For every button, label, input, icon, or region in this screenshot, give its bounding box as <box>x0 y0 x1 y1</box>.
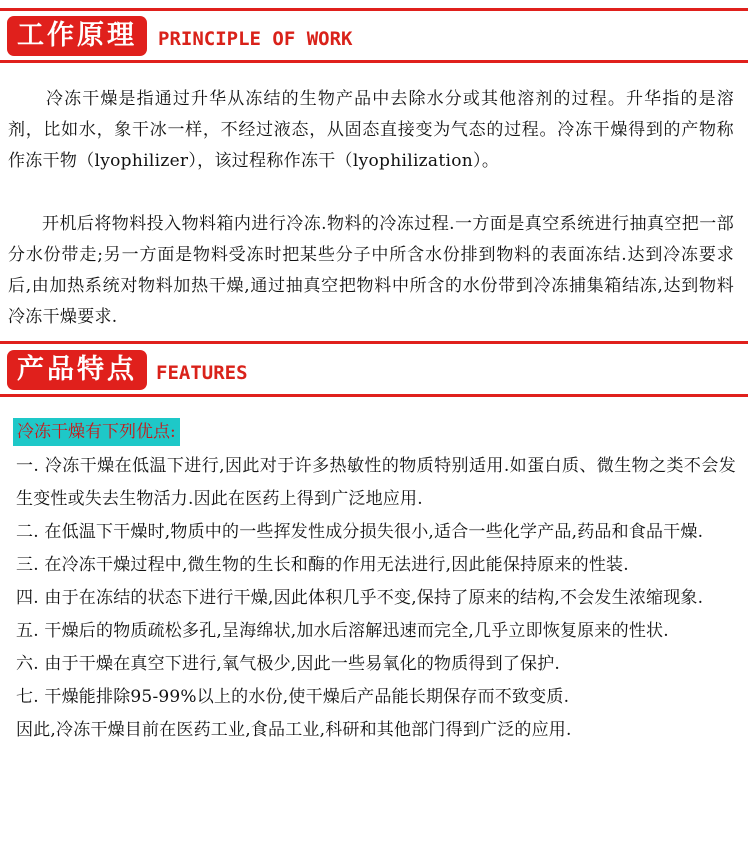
principle-paragraph-2: 开机后将物料投入物料箱内进行冷冻.物料的冷冻过程.一方面是真空系统进行抽真空把一部分水份带走;另一方面是物料受冻时把某些分子中所含水份排到物料的表面冻结.达到冷冻要求后,由加热系统对物料加热干燥,通过抽真空把物料中所含的水份带到冷冻捕集箱结冻,达到物料冷冻干燥要求. <box>8 214 734 327</box>
principle-paragraph-1: 冷冻干燥是指通过升华从冻结的生物产品中去除水分或其他溶剂的过程。升华指的是溶剂，比如水，象干冰一样，不经过液态，从固态直接变为气态的过程。冷冻干燥得到的产物称作冻干物（lyophilizer），该过程称作冻干（lyophilization）。 <box>8 89 734 171</box>
features-badge: 产品特点 <box>7 350 147 390</box>
features-divider <box>0 394 748 397</box>
list-item: 一. 冷冻干燥在低温下进行,因此对于许多热敏性的物质特别适用.如蛋白质、微生物之类不会发生变性或失去生物活力.因此在医药上得到广泛地应用. <box>16 456 736 509</box>
advantages-heading: 冷冻干燥有下列优点: <box>13 418 180 446</box>
list-item: 七. 干燥能排除95-99%以上的水份,使干燥后产品能长期保存而不致变质. <box>16 687 570 707</box>
top-divider <box>0 8 748 11</box>
features-top-divider <box>0 341 748 344</box>
list-item: 五. 干燥后的物质疏松多孔,呈海绵状,加水后溶解迅速而完全,几乎立即恢复原来的性状. <box>16 621 669 641</box>
list-item: 因此,冷冻干燥目前在医药工业,食品工业,科研和其他部门得到广泛的应用. <box>16 720 572 740</box>
list-item: 三. 在冷冻干燥过程中,微生物的生长和酶的作用无法进行,因此能保持原来的性装. <box>16 555 629 575</box>
list-item: 二. 在低温下干燥时,物质中的一些挥发性成分损失很小,适合一些化学产品,药品和食品干燥. <box>16 522 704 542</box>
principle-divider <box>0 60 748 63</box>
list-item: 四. 由于在冻结的状态下进行干燥,因此体积几乎不变,保持了原来的结构,不会发生浓缩现象. <box>16 588 704 608</box>
list-item: 六. 由于干燥在真空下进行,氧气极少,因此一些易氧化的物质得到了保护. <box>16 654 561 674</box>
principle-badge: 工作原理 <box>7 16 147 56</box>
features-list <box>0 450 748 747</box>
principle-title: PRINCIPLE OF WORK <box>158 28 353 50</box>
features-title: FEATURES <box>156 362 248 384</box>
